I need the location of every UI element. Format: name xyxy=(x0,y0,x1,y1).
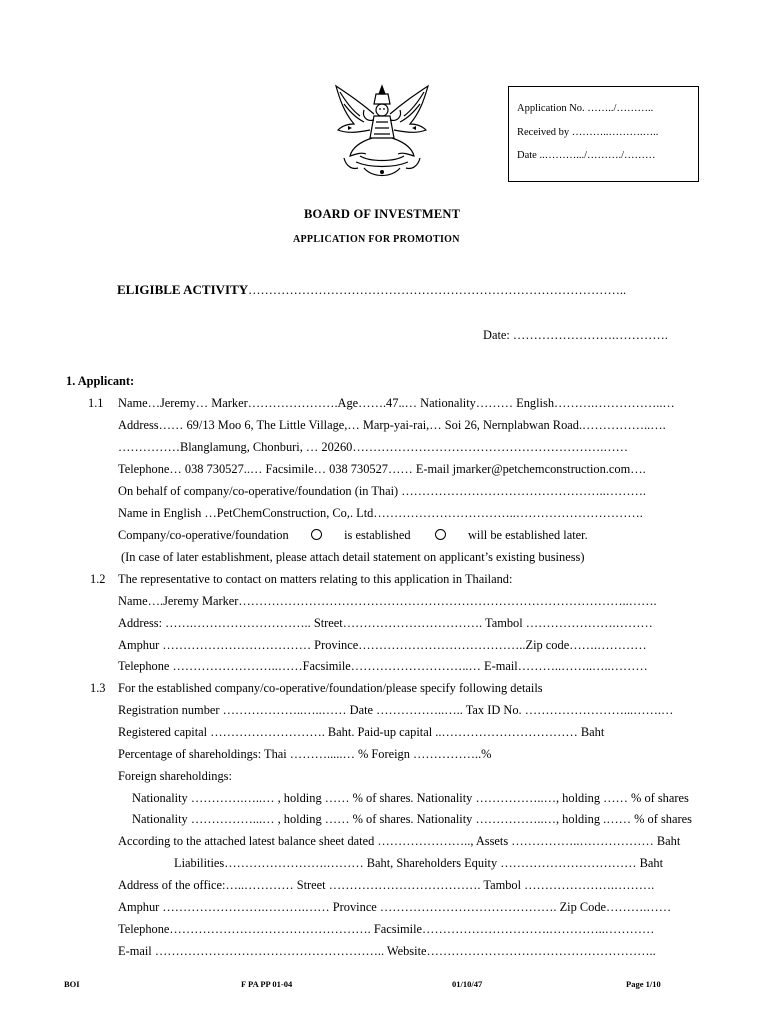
applicant-address-line-1: Address…… 69/13 Moo 6, The Little Village,… Marp-yai-rai,… Soi 26, Nernplabwan Road.……………..…. xyxy=(118,418,666,432)
footer-date: 01/10/47 xyxy=(452,979,483,989)
shareholding-percentage-line: Percentage of shareholdings: Thai ……….....… % Foreign ……………..% xyxy=(118,747,492,761)
garuda-emblem-icon xyxy=(330,82,434,180)
section-applicant-heading: 1. Applicant: xyxy=(66,374,135,388)
will-be-established-label: will be established later. xyxy=(467,528,588,542)
item-1-1-number: 1.1 xyxy=(88,396,104,410)
eligible-activity-line xyxy=(117,281,626,299)
balance-sheet-line: According to the attached latest balance sheet dated ………………….., Assets ……………..……………… Baht xyxy=(118,834,681,848)
later-established-radio[interactable] xyxy=(435,529,446,540)
office-telephone-line: Telephone…………………………………………. Facsimile………………………….…………..………… xyxy=(118,922,655,936)
office-date-field: Date ..……….../………./……… xyxy=(517,150,656,161)
applicant-name-line: Name…Jeremy… Marker………………….Age…….47..… Nationality……… English……….……………..… xyxy=(118,396,675,410)
footer-page-number: Page 1/10 xyxy=(626,979,661,989)
applicant-telephone-line: Telephone… 038 730527..… Facsimile… 038 730527…… E-mail jmarker@petchemconstruction.com…. xyxy=(118,462,646,476)
eligible-activity-dots: ……………………………………………………………………………….. xyxy=(248,283,627,297)
eligible-activity-label: ELIGIBLE ACTIVITY xyxy=(117,282,249,297)
company-label: Company/co-operative/foundation xyxy=(118,528,289,542)
office-email-line: E-mail ……………………………………………….. Website……………………………………………….. xyxy=(118,944,656,958)
nationality-line-2: Nationality ……………...… , holding …… % of shares. Nationality ……………..…, holding .…… % of shares xyxy=(132,812,692,826)
registration-line: Registration number ………………..…..…… Date ……………..….. Tax ID No. ……………………...…….… xyxy=(118,703,674,717)
date-line: Date: …………………….…………. xyxy=(483,328,668,342)
company-status-line xyxy=(118,527,588,543)
representative-title: The representative to contact on matters relating to this application in Thailand: xyxy=(118,572,513,586)
applicant-address-line-2: ……………Blanglamung, Chonburi, … 20260…………………………………………………….…… xyxy=(118,440,629,454)
is-established-label: is established xyxy=(344,528,411,542)
received-by-field: Received by ………..……….….. xyxy=(517,127,659,138)
representative-telephone-line: Telephone ……………………..……Facsimile………………………..… E-mail………..……..…..……… xyxy=(118,659,648,673)
behalf-thai-line: On behalf of company/co-operative/foundation (in Thai) …………………………………………..………. xyxy=(118,484,646,498)
item-1-3-number: 1.3 xyxy=(90,681,106,695)
footer-boi: BOI xyxy=(64,979,80,989)
application-no-field: Application No. ……../……….. xyxy=(517,103,654,114)
footer-form-code: F PA PP 01-04 xyxy=(241,979,293,989)
name-english-line: Name in English …PetChemConstruction, Co,. Ltd……………………………..…………………………. xyxy=(118,506,643,520)
established-details-title: For the established company/co-operative/foundation/please specify following details xyxy=(118,681,543,695)
representative-amphur-line: Amphur ……………………………… Province…………………………………..Zip code…….………… xyxy=(118,638,647,652)
representative-name-line: Name….Jeremy Marker…………………………………………………………………………………..……. xyxy=(118,594,657,608)
representative-address-line: Address: …….……………………….. Street……………………………. Tambol ………………….……… xyxy=(118,616,653,630)
nationality-line-1: Nationality ………….…..… , holding …… % of shares. Nationality ……………..…, holding …… % of shares xyxy=(132,791,689,805)
office-use-box xyxy=(508,86,699,182)
later-establishment-note: (In case of later establishment, please attach detail statement on applicant’s existing business) xyxy=(121,550,585,564)
office-amphur-line: Amphur …………………….……….…… Province ……………………………………. Zip Code……….…… xyxy=(118,900,672,914)
established-radio[interactable] xyxy=(311,529,322,540)
foreign-shareholdings-label: Foreign shareholdings: xyxy=(118,769,232,783)
item-1-2-number: 1.2 xyxy=(90,572,106,586)
board-title: BOARD OF INVESTMENT xyxy=(304,207,461,221)
application-subtitle: APPLICATION FOR PROMOTION xyxy=(293,234,460,245)
liabilities-line: Liabilities…………………….……… Baht, Shareholders Equity …………………………… Baht xyxy=(174,856,664,870)
capital-line: Registered capital ………………………. Baht. Paid-up capital ..…………………………… Baht xyxy=(118,725,605,739)
office-address-line: Address of the office:…..………… Street ………………………………. Tambol ………………….………. xyxy=(118,878,655,892)
